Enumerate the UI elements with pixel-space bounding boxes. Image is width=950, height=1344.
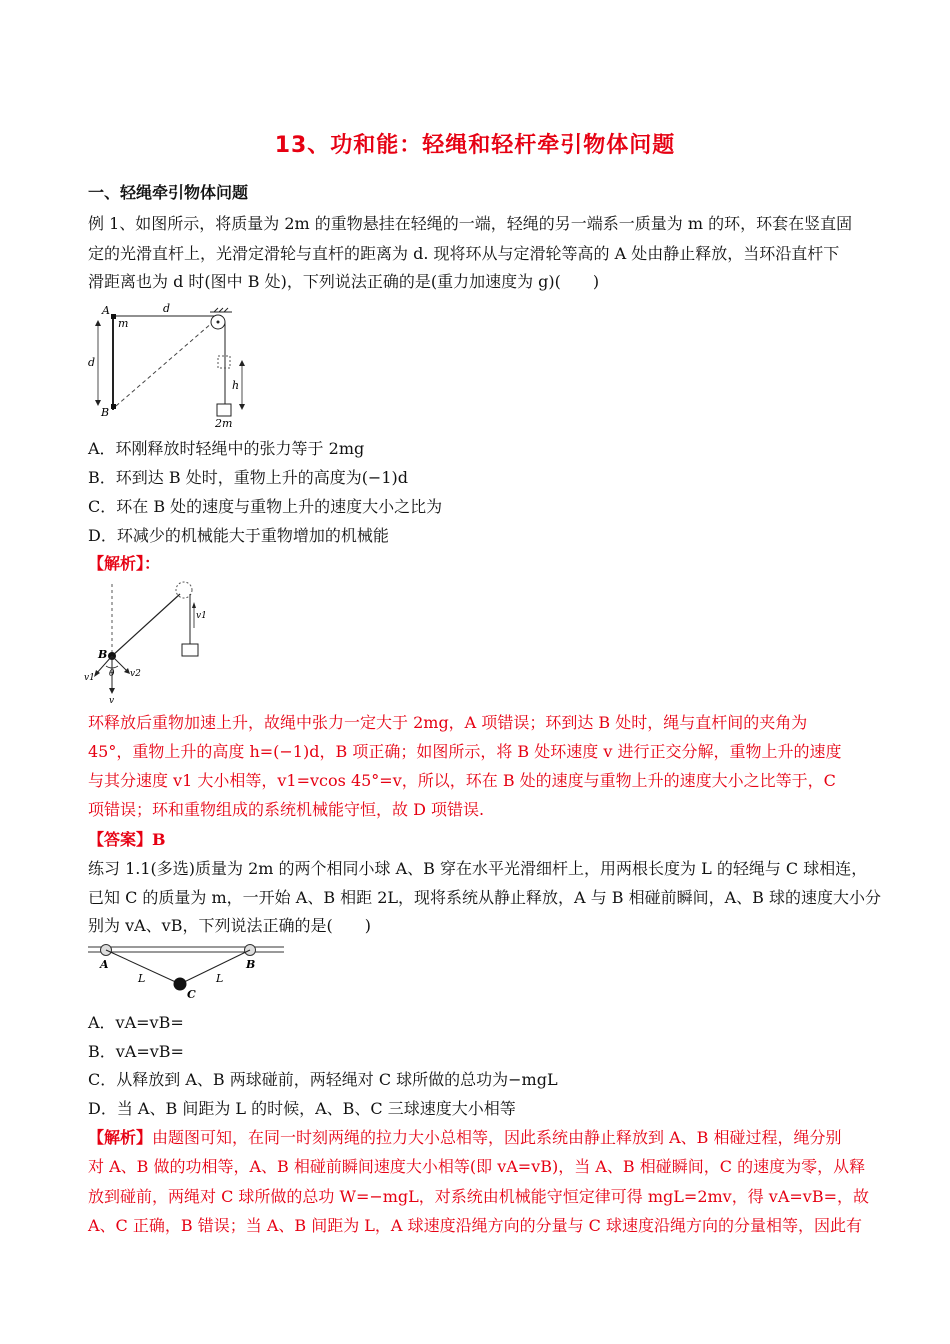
example1-analysis-line-1: 环释放后重物加速上升，故绳中张力一定大于 2mg，A 项错误；环到达 B 处时，绳与直杆间的夹角为 [88,713,808,732]
fig1-label-d-top: d [163,302,171,315]
example1-option-a: A．环刚释放时轻绳中的张力等于 2mg [88,439,365,458]
practice1-option-d: D．当 A、B 间距为 L 的时候，A、B、C 三球速度大小相等 [88,1099,516,1118]
example1-analysis-line-4: 项错误；环和重物组成的系统机械能守恒，故 D 项错误. [88,800,485,819]
practice1-option-c: C．从释放到 A、B 两球碰前，两轻绳对 C 球所做的总功为−mgL [88,1070,558,1089]
fig2-label-b: B [98,648,108,661]
example1-line-3: 滑距离也为 d 时(图中 B 处)，下列说法正确的是(重力加速度为 g)( ) [88,272,600,291]
fig3-label-a: A [100,958,109,971]
fig1-label-b: B [101,406,110,419]
example1-line-2: 定的光滑直杆上，光滑定滑轮与直杆的距离为 d. 现将环从与定滑轮等高的 A 处由静止释放，当环沿直杆下 [88,244,840,263]
pulley-figure [88,300,258,428]
example1-analysis-line-3: 与其分速度 v1 大小相等，v1=vcos 45°=v，所以，环在 B 处的速度与重物上升的速度大小之比等于，C [88,771,836,790]
fig2-label-v2: v2 [130,669,141,679]
example1-analysis-label: 【解析】： [88,554,161,573]
practice1-analysis-text-1: 由题图可知，在同一时刻两绳的拉力大小总相等，因此系统由静止释放到 A、B 相碰过程，绳分别 [152,1128,842,1147]
practice1-analysis-line-2: 对 A、B 做的功相等，A、B 相碰前瞬间速度大小相等(即 vA=vB)，当 A、B 相碰瞬间，C 的速度为零，从释 [88,1157,866,1176]
practice1-analysis-line-4: A、C 正确，B 错误；当 A、B 间距为 L，A 球速度沿绳方向的分量与 C 球速度沿绳方向的分量相等，因此有 [88,1216,862,1235]
page-title: 13、功和能：轻绳和轻杆牵引物体问题 [274,133,676,158]
practice1-option-a: A．vA=vB= [88,1013,184,1032]
example1-option-c: C．环在 B 处的速度与重物上升的速度大小之比为 [88,497,443,516]
practice1-line-2: 已知 C 的质量为 m，一开始 A、B 相距 2L，现将系统从静止释放，A 与 B 相碰前瞬间，A、B 球的速度大小分 [88,888,882,907]
fig3-label-c: C [187,988,196,1000]
practice1-analysis-label: 【解析】 [88,1128,153,1147]
fig2-label-v1-left: v1 [84,673,95,683]
example1-analysis-line-2: 45°，重物上升的高度 h=(−1)d，B 项正确；如图所示，将 B 处环速度 v 进行正交分解，重物上升的速度 [88,742,842,761]
fig2-label-v1-top: v1 [196,611,207,621]
fig2-label-theta: θ [109,669,115,679]
fig2-label-v: v [109,696,115,704]
fig3-label-b: B [246,958,256,971]
practice1-analysis-line-1 [88,1127,878,1149]
fig3-label-l-right: L [216,972,224,985]
rod-balls-figure [88,938,284,1000]
fig1-label-h: h [232,379,240,392]
fig3-label-l-left: L [138,972,146,985]
velocity-decomposition-figure [84,580,224,704]
practice1-line-1: 练习 1.1(多选)质量为 2m 的两个相同小球 A、B 穿在水平光滑细杆上，用两根长度为 L 的轻绳与 C 球相连， [88,859,868,878]
fig1-label-2m: 2m [215,417,233,428]
practice1-option-b: B．vA=vB= [88,1042,184,1061]
practice1-line-3: 别为 vA、vB，下列说法正确的是( ) [88,916,371,935]
practice1-analysis-line-3: 放到碰前，两绳对 C 球所做的总功 W=−mgL，对系统由机械能守恒定律可得 mgL=2mv，得 vA=vB=，故 [88,1187,870,1206]
fig1-label-d-left: d [88,356,96,369]
example1-line-1: 例 1、如图所示，将质量为 2m 的重物悬挂在轻绳的一端，轻绳的另一端系一质量为 m 的环，环套在竖直固 [88,214,853,233]
example1-option-d: D．环减少的机械能大于重物增加的机械能 [88,526,389,545]
section-heading: 一、轻绳牵引物体问题 [88,183,249,202]
fig1-label-m: m [118,317,129,330]
example1-option-b: B．环到达 B 处时，重物上升的高度为(−1)d [88,468,409,487]
fig1-label-a: A [102,304,110,317]
example1-answer: 【答案】B [88,830,166,849]
